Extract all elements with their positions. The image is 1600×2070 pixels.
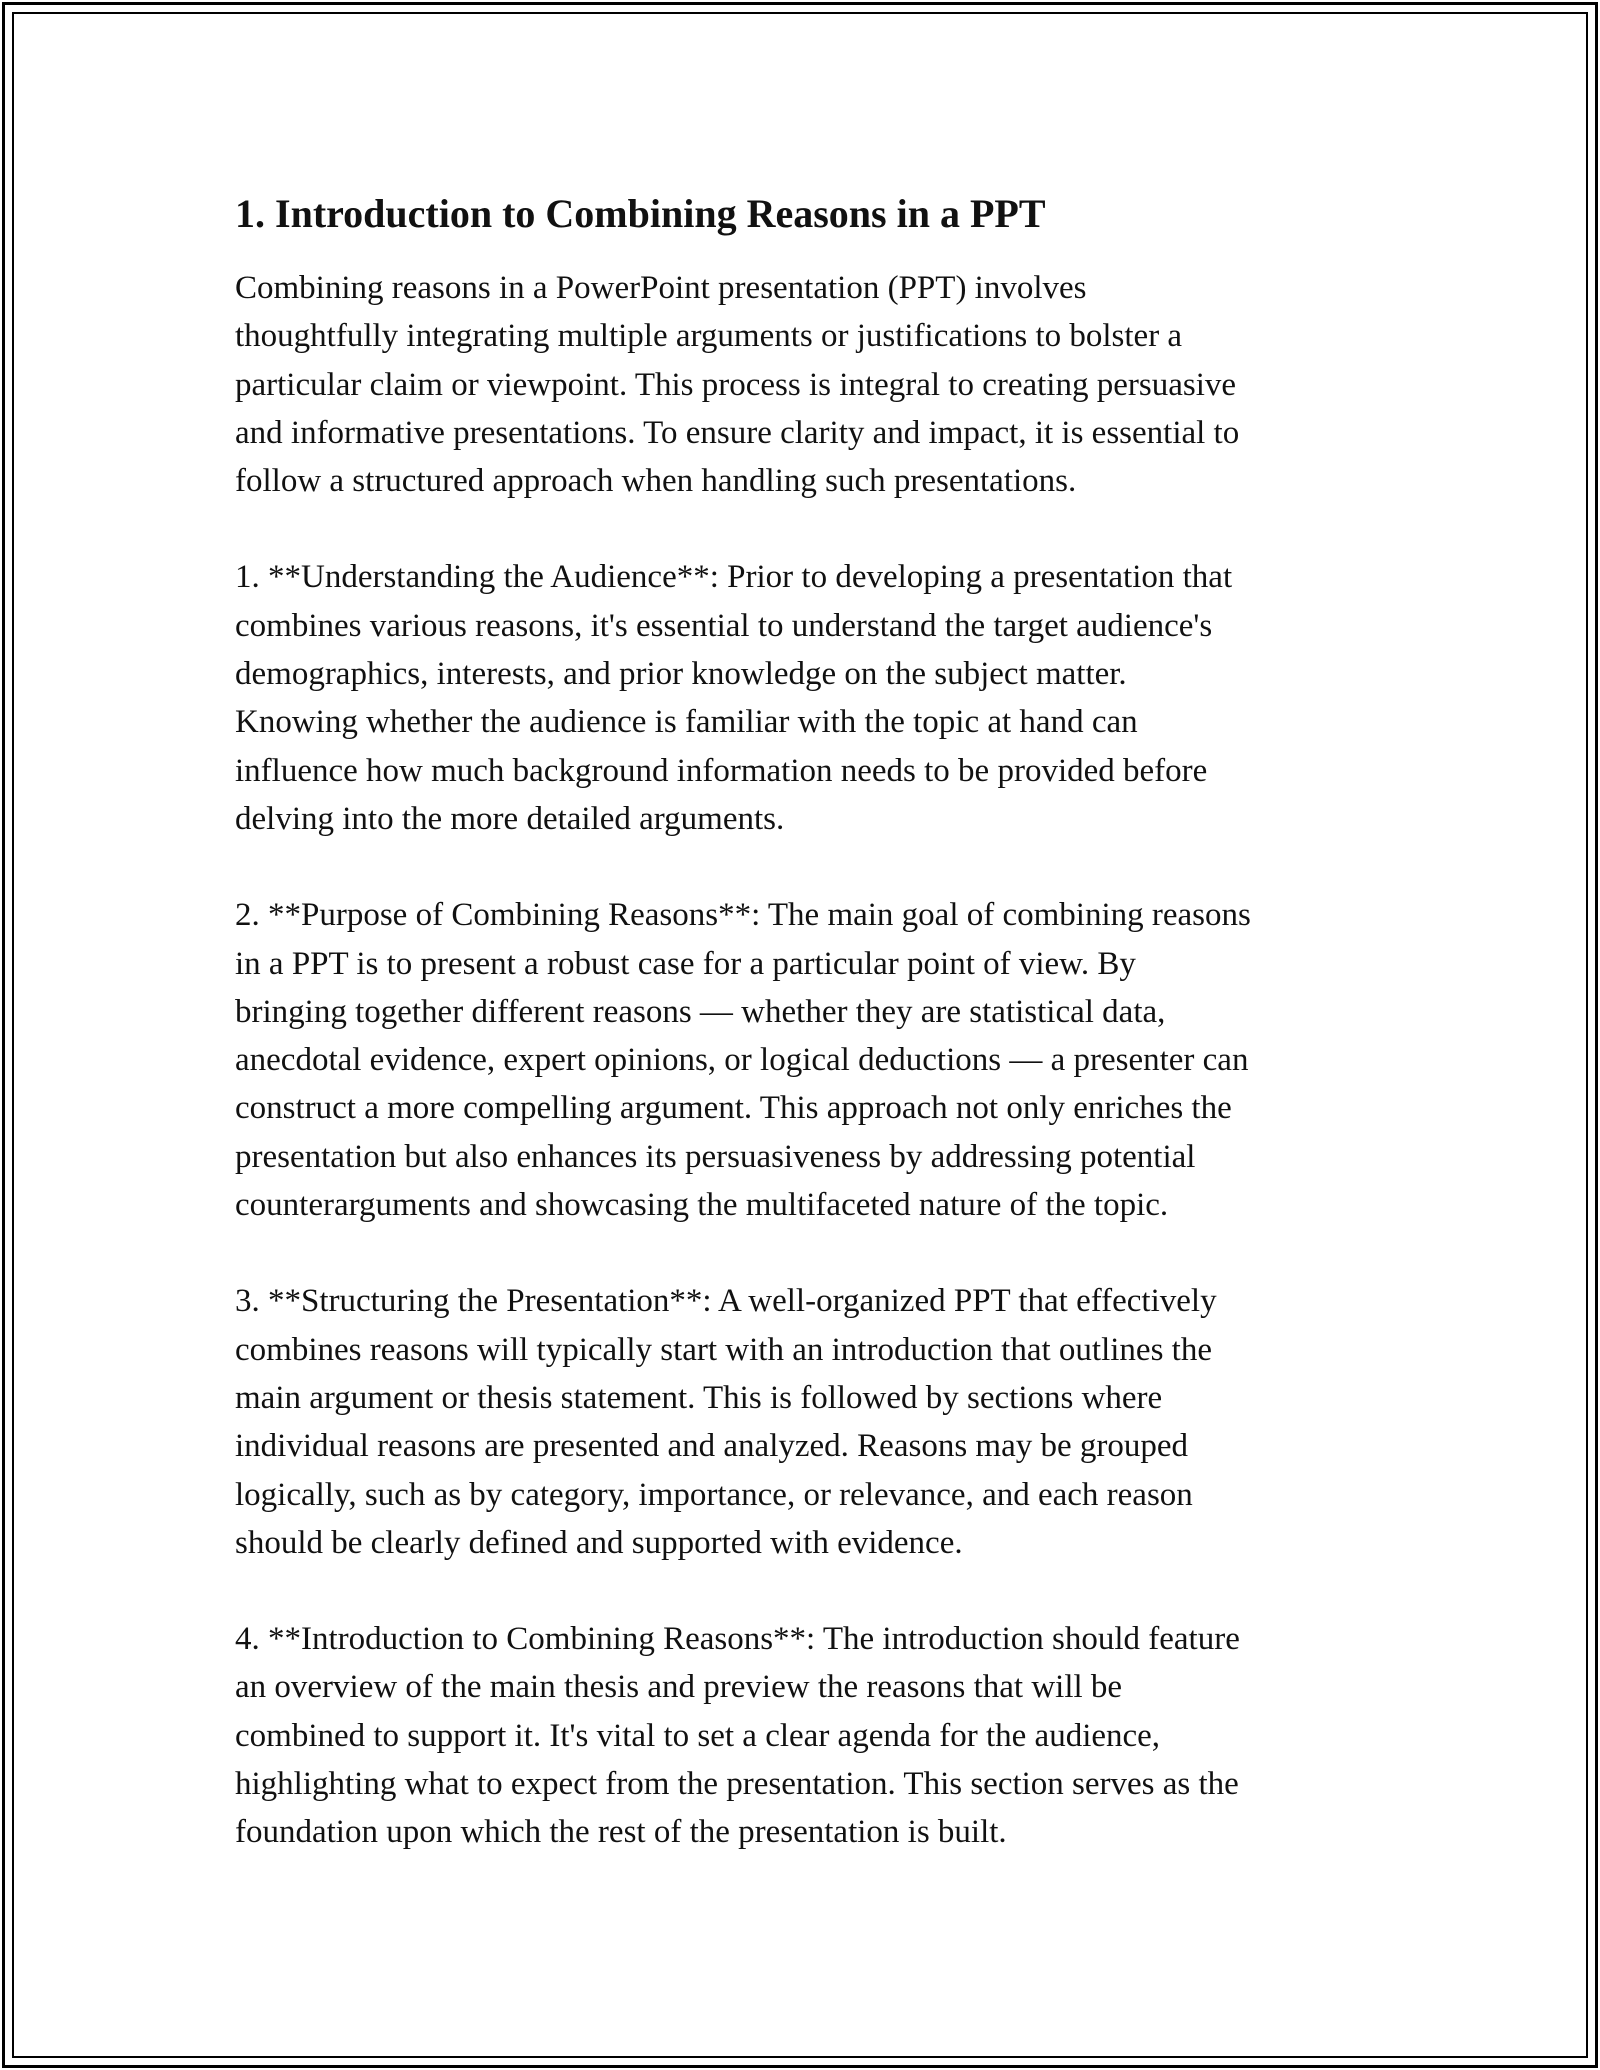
section-heading: 1. Introduction to Combining Reasons in a PPT xyxy=(235,191,1046,236)
point-understanding-audience: 1. **Understanding the Audience**: Prior to developing a presentation that combines various reasons, it's essential to understand the target audience's demographics, interests, and prior knowledge on the subject matter. Knowing whether the audience is familiar with the topic at hand can influence how much background information needs to be provided before delving into the more detailed arguments. xyxy=(235,559,1233,837)
document-body xyxy=(235,190,1375,1905)
point-purpose-of-combining: 2. **Purpose of Combining Reasons**: The main goal of combining reasons in a PPT is to present a robust case for a particular point of view. By bringing together different reasons — whether they are statistical data, anecdotal evidence, expert opinions, or logical deductions — a presenter can construct a more compelling argument. This approach not only enriches the presentation but also enhances its persuasiveness by addressing potential counterarguments and showcasing the multifaceted nature of the topic. xyxy=(235,897,1251,1224)
intro-paragraph: Combining reasons in a PowerPoint presentation (PPT) involves thoughtfully integrating multiple arguments or justifications to bolster a particular claim or viewpoint. This process is integral to creating persuasive and informative presentations. To ensure clarity and impact, it is essential to follow a structured approach when handling such presentations. xyxy=(235,270,1240,500)
point-structuring-presentation: 3. **Structuring the Presentation**: A well-organized PPT that effectively combines reasons will typically start with an introduction that outlines the main argument or thesis statement. This is followed by sections where individual reasons are presented and analyzed. Reasons may be grouped logically, such as by category, importance, or relevance, and each reason should be clearly defined and supported with evidence. xyxy=(235,1283,1217,1561)
point-introduction-combining: 4. **Introduction to Combining Reasons**: The introduction should feature an overview of the main thesis and preview the reasons that will be combined to support it. It's vital to set a clear agenda for the audience, highlighting what to expect from the presentation. This section serves as the foundation upon which the rest of the presentation is built. xyxy=(235,1621,1240,1851)
